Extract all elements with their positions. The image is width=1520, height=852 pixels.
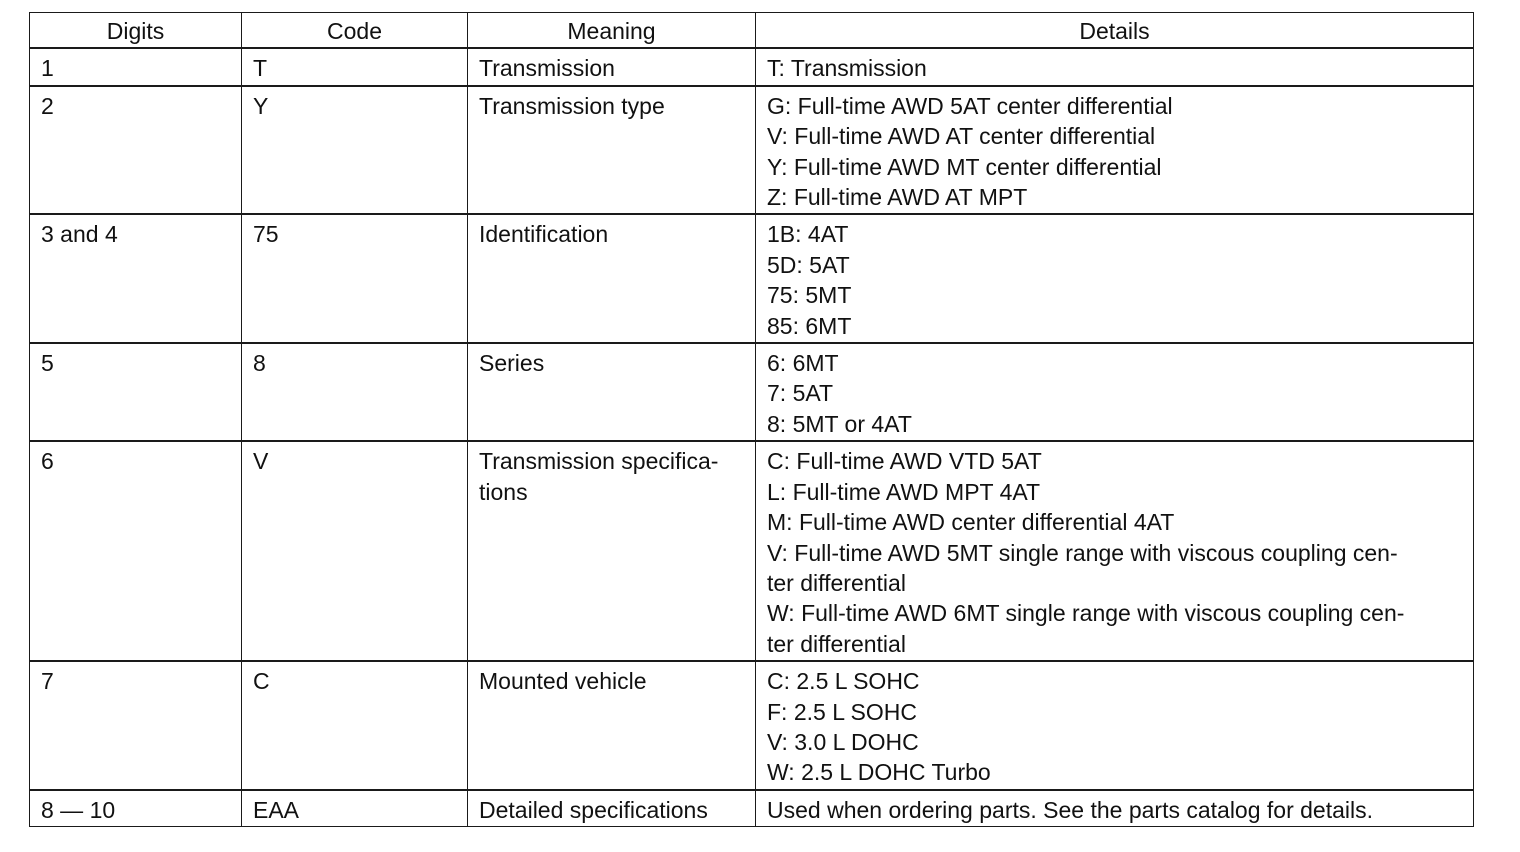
cell-digits: 7 <box>30 661 242 790</box>
detail-line: V: Full-time AWD 5MT single range with viscous coupling cen- <box>767 539 1398 566</box>
detail-line: T: Transmission <box>767 55 927 82</box>
header-meaning: Meaning <box>468 13 756 49</box>
detail-line: C: Full-time AWD VTD 5AT <box>767 448 1042 475</box>
cell-meaning: Mounted vehicle <box>468 661 756 790</box>
cell-code: EAA <box>242 790 468 827</box>
cell-digits: 5 <box>30 343 242 441</box>
cell-meaning: Transmission type <box>468 86 756 215</box>
detail-line: L: Full-time AWD MPT 4AT <box>767 478 1041 505</box>
cell-code: V <box>242 441 468 661</box>
table-row <box>30 343 1474 441</box>
cell-details <box>756 661 1474 790</box>
meaning-line: Transmission specifica- <box>479 448 719 475</box>
cell-details <box>756 86 1474 215</box>
detail-line: C: 2.5 L SOHC <box>767 668 920 695</box>
table-header-row <box>30 13 1474 49</box>
detail-line: F: 2.5 L SOHC <box>767 698 917 725</box>
cell-meaning: Series <box>468 343 756 441</box>
detail-line: 8: 5MT or 4AT <box>767 410 912 437</box>
cell-code: T <box>242 48 468 85</box>
detail-line: ter differential <box>767 630 906 657</box>
cell-details <box>756 48 1474 85</box>
transmission-code-table <box>29 12 1474 827</box>
detail-line: 85: 6MT <box>767 312 852 339</box>
detail-line: Used when ordering parts. See the parts catalog for details. <box>767 796 1374 823</box>
cell-code: 8 <box>242 343 468 441</box>
cell-digits: 8 — 10 <box>30 790 242 827</box>
cell-code: Y <box>242 86 468 215</box>
detail-line: V: Full-time AWD AT center differential <box>767 123 1156 150</box>
cell-details <box>756 214 1474 343</box>
detail-line: 5D: 5AT <box>767 251 850 278</box>
table-row <box>30 214 1474 343</box>
cell-meaning: Identification <box>468 214 756 343</box>
detail-line: 6: 6MT <box>767 350 839 377</box>
header-digits: Digits <box>30 13 242 49</box>
table-row <box>30 661 1474 790</box>
cell-details <box>756 343 1474 441</box>
detail-line: ter differential <box>767 569 906 596</box>
detail-line: M: Full-time AWD center differential 4AT <box>767 509 1175 536</box>
table-row <box>30 790 1474 827</box>
cell-code: C <box>242 661 468 790</box>
cell-meaning: Transmission <box>468 48 756 85</box>
table-row <box>30 441 1474 661</box>
detail-line: Z: Full-time AWD AT MPT <box>767 184 1028 211</box>
detail-line: Y: Full-time AWD MT center differential <box>767 153 1162 180</box>
detail-line: W: Full-time AWD 6MT single range with viscous coupling cen- <box>767 600 1405 627</box>
meaning-line: tions <box>479 478 528 505</box>
cell-meaning <box>468 441 756 661</box>
header-details: Details <box>756 13 1474 49</box>
cell-digits: 1 <box>30 48 242 85</box>
cell-details <box>756 441 1474 661</box>
detail-line: 1B: 4AT <box>767 221 849 248</box>
cell-code: 75 <box>242 214 468 343</box>
detail-line: W: 2.5 L DOHC Turbo <box>767 759 991 786</box>
cell-meaning: Detailed specifications <box>468 790 756 827</box>
cell-digits: 3 and 4 <box>30 214 242 343</box>
table-row <box>30 48 1474 85</box>
cell-digits: 2 <box>30 86 242 215</box>
detail-line: 7: 5AT <box>767 380 834 407</box>
detail-line: V: 3.0 L DOHC <box>767 728 919 755</box>
cell-digits: 6 <box>30 441 242 661</box>
detail-line: 75: 5MT <box>767 282 852 309</box>
table-row <box>30 86 1474 215</box>
header-code: Code <box>242 13 468 49</box>
detail-line: G: Full-time AWD 5AT center differential <box>767 92 1173 119</box>
cell-details <box>756 790 1474 827</box>
